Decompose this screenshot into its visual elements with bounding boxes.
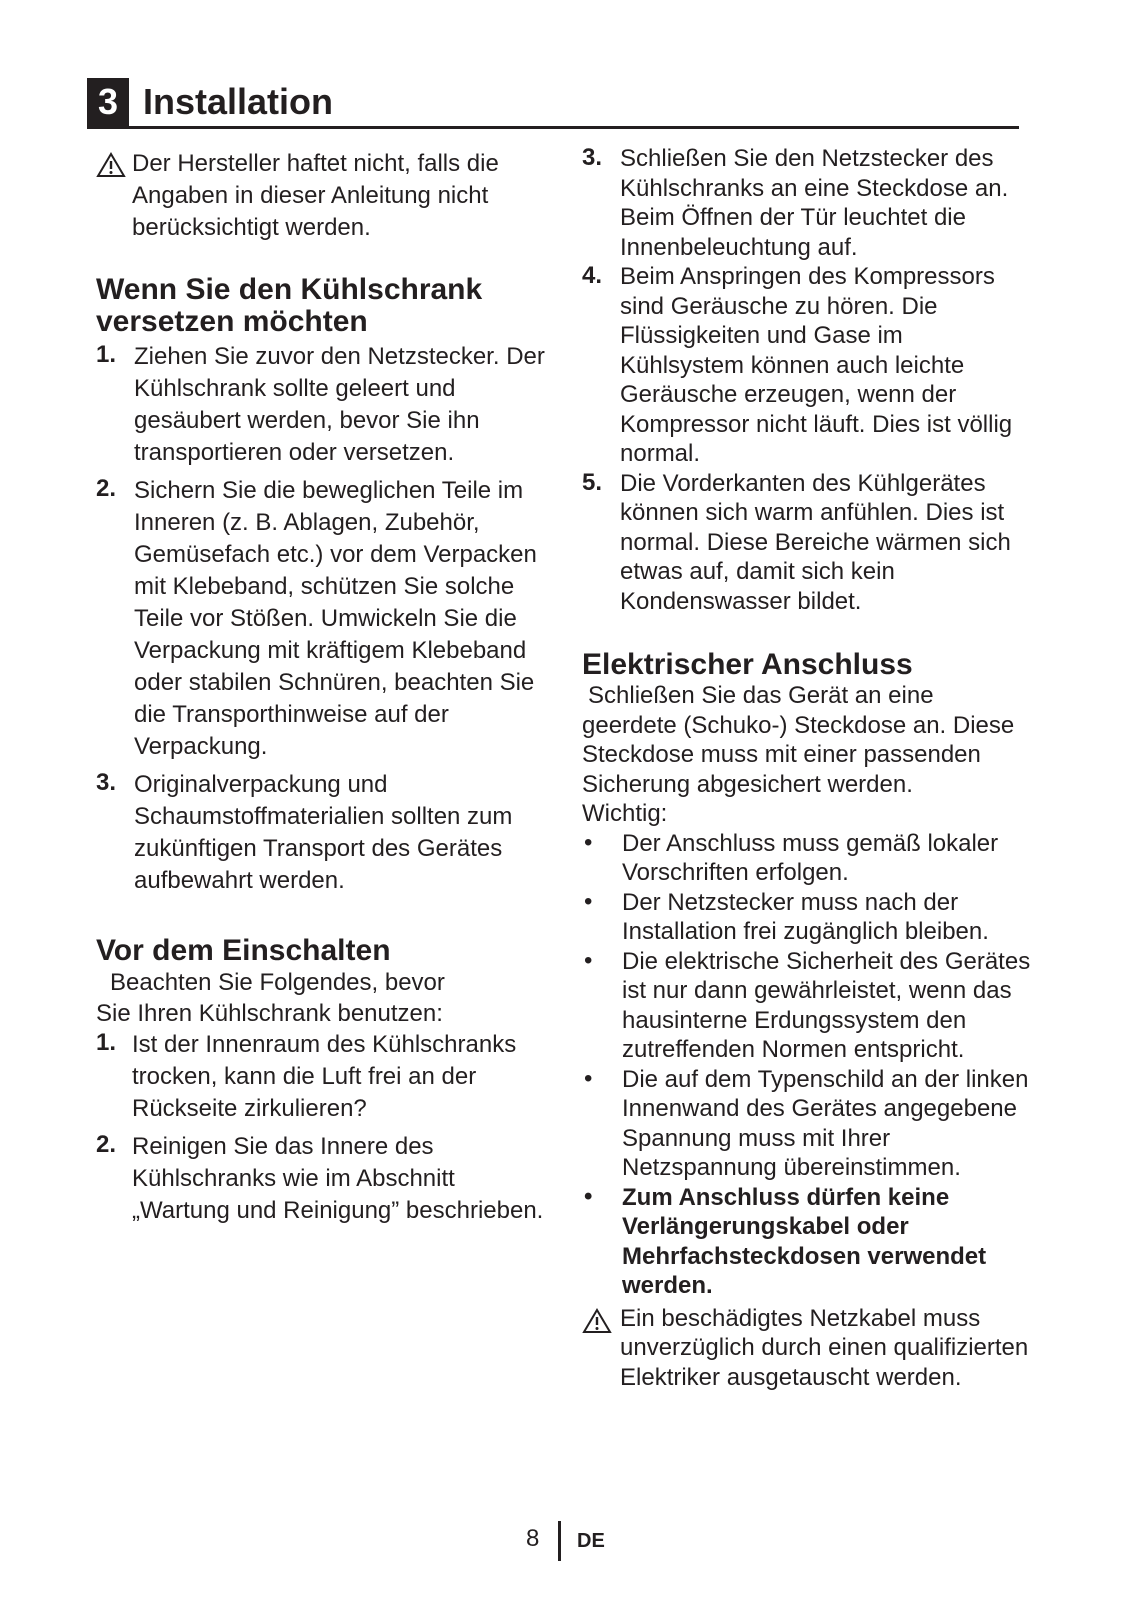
before-list — [96, 1029, 552, 1227]
page-number: 8 — [526, 1525, 540, 1552]
footer-divider — [558, 1521, 561, 1561]
bullet-item — [582, 888, 1032, 947]
chapter-number: 3 — [87, 78, 129, 126]
warning-triangle-icon — [582, 1304, 620, 1393]
list-item — [96, 475, 552, 763]
electric-intro: Schließen Sie das Gerät an eine geerdete (Schuko-) Steckdose an. Diese Steckdose muss mit einer passenden Sicherung abgesichert werden. — [582, 682, 1015, 798]
list-text: Sichern Sie die beweglichen Teile im Inneren (z. B. Ablagen, Zubehör, Gemüsefach etc.) vor dem Verpacken mit Klebeband, schützen Sie solche Teile vor Stößen. Umwickeln Sie die Verpackung mit kräftigem Klebeband oder stabilen Schnüren, beachten Sie die Transporthinweise auf der Verpackung. — [134, 477, 537, 760]
important-label: Wichtig: — [582, 800, 668, 827]
list-text: Reinigen Sie das Innere des Kühlschranks wie im Abschnitt „Wartung und Reinigung” beschrieben. — [132, 1133, 544, 1224]
list-item — [582, 144, 1032, 262]
list-item — [582, 262, 1032, 469]
list-text: Ziehen Sie zuvor den Netzstecker. Der Kühlschrank sollte geleert und gesäubert werden, bevor Sie ihn transportieren oder versetzen. — [134, 343, 545, 466]
electric-bullets — [582, 829, 1032, 1301]
continued-list — [582, 144, 1032, 616]
list-text: Beim Anspringen des Kompressors sind Geräusche zu hören. Die Flüssigkeiten und Gase im Kühlsystem können auch leichte Geräusche erzeugen, wenn der Kompressor nicht läuft. Dies ist völlig normal. — [620, 263, 1013, 467]
bullet-item — [582, 829, 1032, 888]
bullet-text-bold: Zum Anschluss dürfen keine Verlängerungskabel oder Mehrfachsteckdosen verwendet werden. — [622, 1183, 987, 1299]
section-heading-move — [96, 274, 552, 338]
warning-text: Ein beschädigtes Netzkabel muss unverzüglich durch einen qualifizierten Elektriker ausgetauscht werden. — [620, 1304, 1029, 1391]
list-number: 2. — [96, 475, 117, 502]
bullet-icon: • — [584, 887, 593, 915]
bullet-icon: • — [584, 1182, 593, 1210]
bullet-text: Der Netzstecker muss nach der Installation frei zugänglich bleiben. — [622, 888, 989, 945]
bullet-item — [582, 947, 1032, 1065]
bullet-text: Die auf dem Typenschild an der linken Innenwand des Gerätes angegebene Spannung muss mit Ihrer Netzspannung übereinstimmen. — [622, 1065, 1029, 1181]
left-column — [96, 148, 552, 1227]
warning-triangle-icon — [96, 148, 134, 244]
list-number: 1. — [96, 1029, 117, 1056]
warning-text: Der Hersteller haftet nicht, falls die Angaben in dieser Anleitung nicht berücksichtigt werden. — [132, 150, 499, 241]
bullet-icon: • — [584, 946, 593, 974]
bullet-text: Die elektrische Sicherheit des Gerätes ist nur dann gewährleistet, wenn das hausinterne Erdungssystem den zutreffenden Normen entspricht. — [622, 947, 1031, 1063]
list-number: 4. — [582, 262, 603, 289]
list-text: Die Vorderkanten des Kühlgerätes können sich warm anfühlen. Dies ist normal. Diese Bereiche wärmen sich etwas auf, damit sich kein Kondenswasser bildet. — [620, 469, 1011, 615]
list-text: Ist der Innenraum des Kühlschranks trocken, kann die Luft frei an der Rückseite zirkulieren? — [132, 1031, 517, 1122]
chapter-title: Installation — [143, 81, 334, 122]
before-intro-line-1: Beachten Sie Folgendes, bevor — [110, 969, 445, 996]
bullet-icon: • — [584, 828, 593, 856]
list-number: 3. — [96, 769, 117, 796]
language-code: DE — [577, 1530, 605, 1552]
list-text: Originalverpackung und Schaumstoffmaterialien sollten zum zukünftigen Transport des Gerätes aufbewahrt werden. — [134, 771, 513, 894]
right-column — [582, 144, 1032, 1392]
liability-warning — [96, 148, 552, 244]
section-heading-before: Vor dem Einschalten — [96, 934, 391, 967]
bullet-item-bold — [582, 1183, 1032, 1301]
heading-move-line-2: versetzen möchten — [96, 305, 368, 338]
list-number: 1. — [96, 341, 117, 368]
list-number: 2. — [96, 1131, 117, 1158]
bullet-text: Der Anschluss muss gemäß lokaler Vorschriften erfolgen. — [622, 829, 999, 886]
list-item — [96, 1131, 552, 1227]
list-text: Schließen Sie den Netzstecker des Kühlschranks an eine Steckdose an. Beim Öffnen der Tür leuchtet die Innenbeleuchtung auf. — [620, 145, 1009, 261]
list-item — [96, 341, 552, 469]
heading-move-line-1: Wenn Sie den Kühlschrank — [96, 273, 483, 306]
list-item — [96, 769, 552, 897]
bullet-icon: • — [584, 1064, 593, 1092]
move-list — [96, 341, 552, 897]
list-item — [582, 469, 1032, 617]
before-intro — [96, 967, 552, 1029]
section-heading-electric: Elektrischer Anschluss — [582, 648, 913, 681]
list-number: 3. — [582, 144, 603, 171]
bullet-item — [582, 1065, 1032, 1183]
list-item — [96, 1029, 552, 1125]
before-intro-line-2: Sie Ihren Kühlschrank benutzen: — [96, 1000, 443, 1027]
chapter-header — [87, 78, 1019, 129]
list-number: 5. — [582, 468, 603, 496]
cable-warning — [582, 1304, 1032, 1393]
